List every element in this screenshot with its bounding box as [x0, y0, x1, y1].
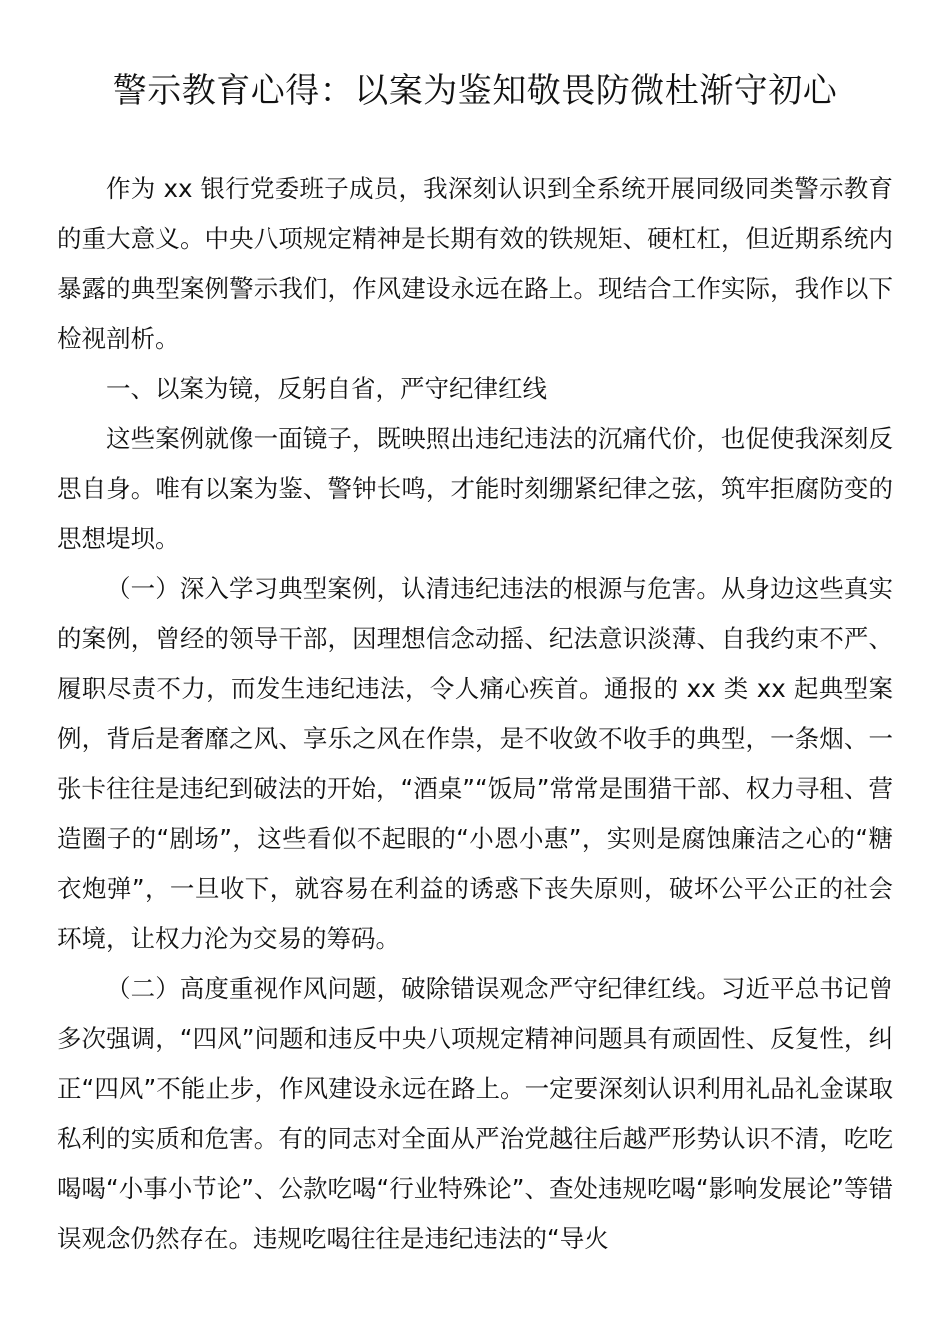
- section-heading: 一、以案为镜，反躬自省，严守纪律红线: [106, 374, 547, 403]
- document-page: [57, 66, 893, 1264]
- document-title: 警示教育心得：以案为鉴知敬畏防微杜渐守初心: [112, 71, 838, 111]
- intro-paragraph: 作为 xx 银行党委班子成员，我深刻认识到全系统开展同级同类警示教育的重大意义。中央八项规定精神是长期有效的铁规矩、硬杠杠，但近期系统内暴露的典型案例警示我们，作风建设永远在路上。现结合工作实际，我作以下检视剖析。: [57, 174, 893, 353]
- subsection-one-paragraph: （一）深入学习典型案例，认清违纪违法的根源与危害。从身边这些真实的案例，曾经的领导干部，因理想信念动摇、纪法意识淡薄、自我约束不严、履职尽责不力，而发生违纪违法，令人痛心疾首。通报的 xx 类 xx 起典型案例，背后是奢靡之风、享乐之风在作祟，是不收敛不收手的典型，一条烟、一张卡往往是违纪到破法的开始，“酒桌”“饭局”常常是围猎干部、权力寻租、营造圈子的“剧场”，这些看似不起眼的“小恩小惠”，实则是腐蚀廉洁之心的“糖衣炮弹”，一旦收下，就容易在利益的诱惑下丧失原则，破坏公平公正的社会环境，让权力沦为交易的筹码。: [57, 574, 893, 953]
- subsection-two-paragraph: （二）高度重视作风问题，破除错误观念严守纪律红线。习近平总书记曾多次强调，“四风”问题和违反中央八项规定精神问题具有顽固性、反复性，纠正“四风”不能止步，作风建设永远在路上。一定要深刻认识利用礼品礼金谋取私利的实质和危害。有的同志对全面从严治党越往后越严形势认识不清，吃吃喝喝“小事小节论”、公款吃喝“行业特殊论”、查处违规吃喝“影响发展论”等错误观念仍然存在。违规吃喝往往是违纪违法的“导火: [57, 974, 893, 1253]
- section-intro-paragraph: 这些案例就像一面镜子，既映照出违纪违法的沉痛代价，也促使我深刻反思自身。唯有以案为鉴、警钟长鸣，才能时刻绷紧纪律之弦，筑牢拒腐防变的思想堤坝。: [57, 424, 893, 553]
